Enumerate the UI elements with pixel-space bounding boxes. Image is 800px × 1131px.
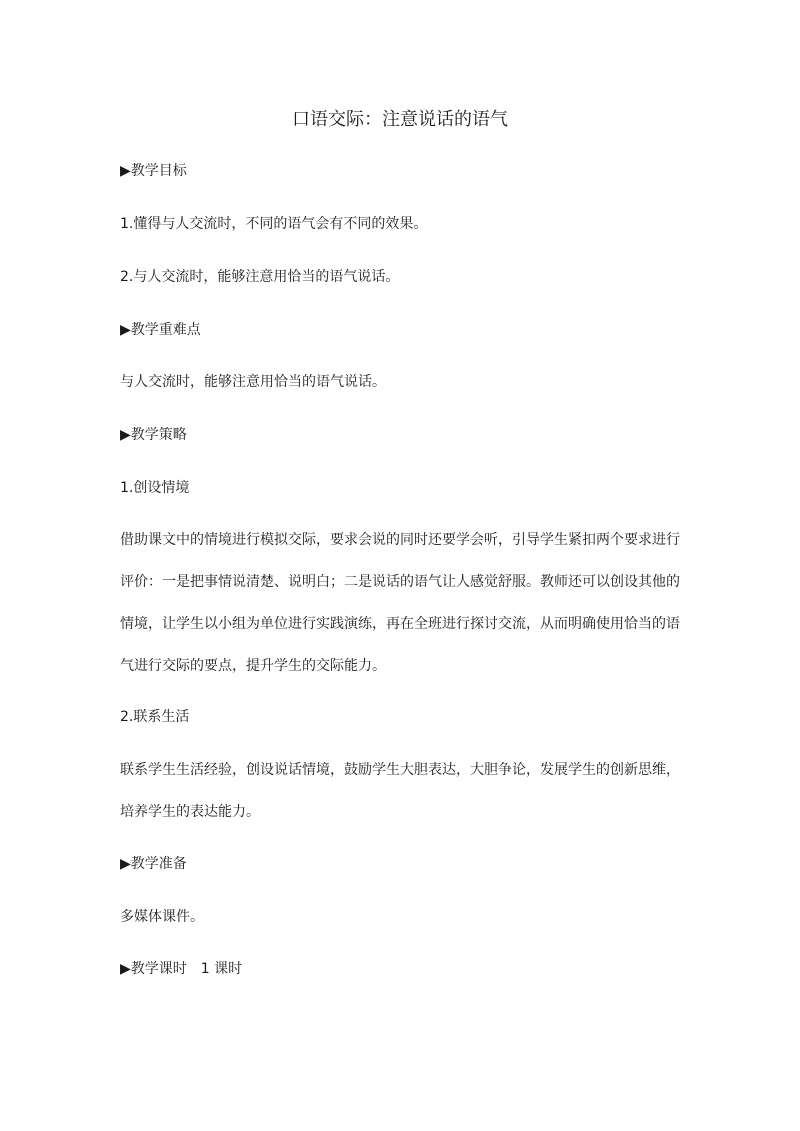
strategy-1-paragraph-line: 情境，让学生以小组为单位进行实践演练，再在全班进行探讨交流，从而明确使用恰当的语 [120,616,680,632]
section-heading-class-hours: ▶教学课时 1 课时 [120,961,243,977]
section-heading-strategy: ▶教学策略 [120,427,187,443]
strategy-1-paragraph-line: 评价：一是把事情说清楚、说明白；二是说话的语气让人感觉舒服。教师还可以创设其他的 [120,574,680,590]
strategy-1-paragraph-line: 借助课文中的情境进行模拟交际，要求会说的同时还要学会听，引导学生紧扣两个要求进行 [120,532,680,548]
section-heading-key-points: ▶教学重难点 [120,322,201,338]
document-title: 口语交际：注意说话的语气 [292,109,508,130]
strategy-2-paragraph-line: 联系学生生活经验，创设说话情境，鼓励学生大胆表达，大胆争论，发展学生的创新思维， [120,762,680,778]
goal-item-2: 2.与人交流时，能够注意用恰当的语气说话。 [120,269,400,285]
strategy-1-title: 1.创设情境 [120,480,190,496]
strategy-2-title: 2.联系生活 [120,709,190,725]
section-heading-goals: ▶教学目标 [120,163,187,179]
section-heading-preparation: ▶教学准备 [120,856,187,872]
strategy-2-paragraph-line: 培养学生的表达能力。 [120,804,260,820]
strategy-1-paragraph-line: 气进行交际的要点，提升学生的交际能力。 [120,658,386,674]
key-points-text: 与人交流时，能够注意用恰当的语气说话。 [120,374,386,390]
goal-item-1: 1.懂得与人交流时，不同的语气会有不同的效果。 [120,216,428,232]
preparation-text: 多媒体课件。 [120,909,204,925]
